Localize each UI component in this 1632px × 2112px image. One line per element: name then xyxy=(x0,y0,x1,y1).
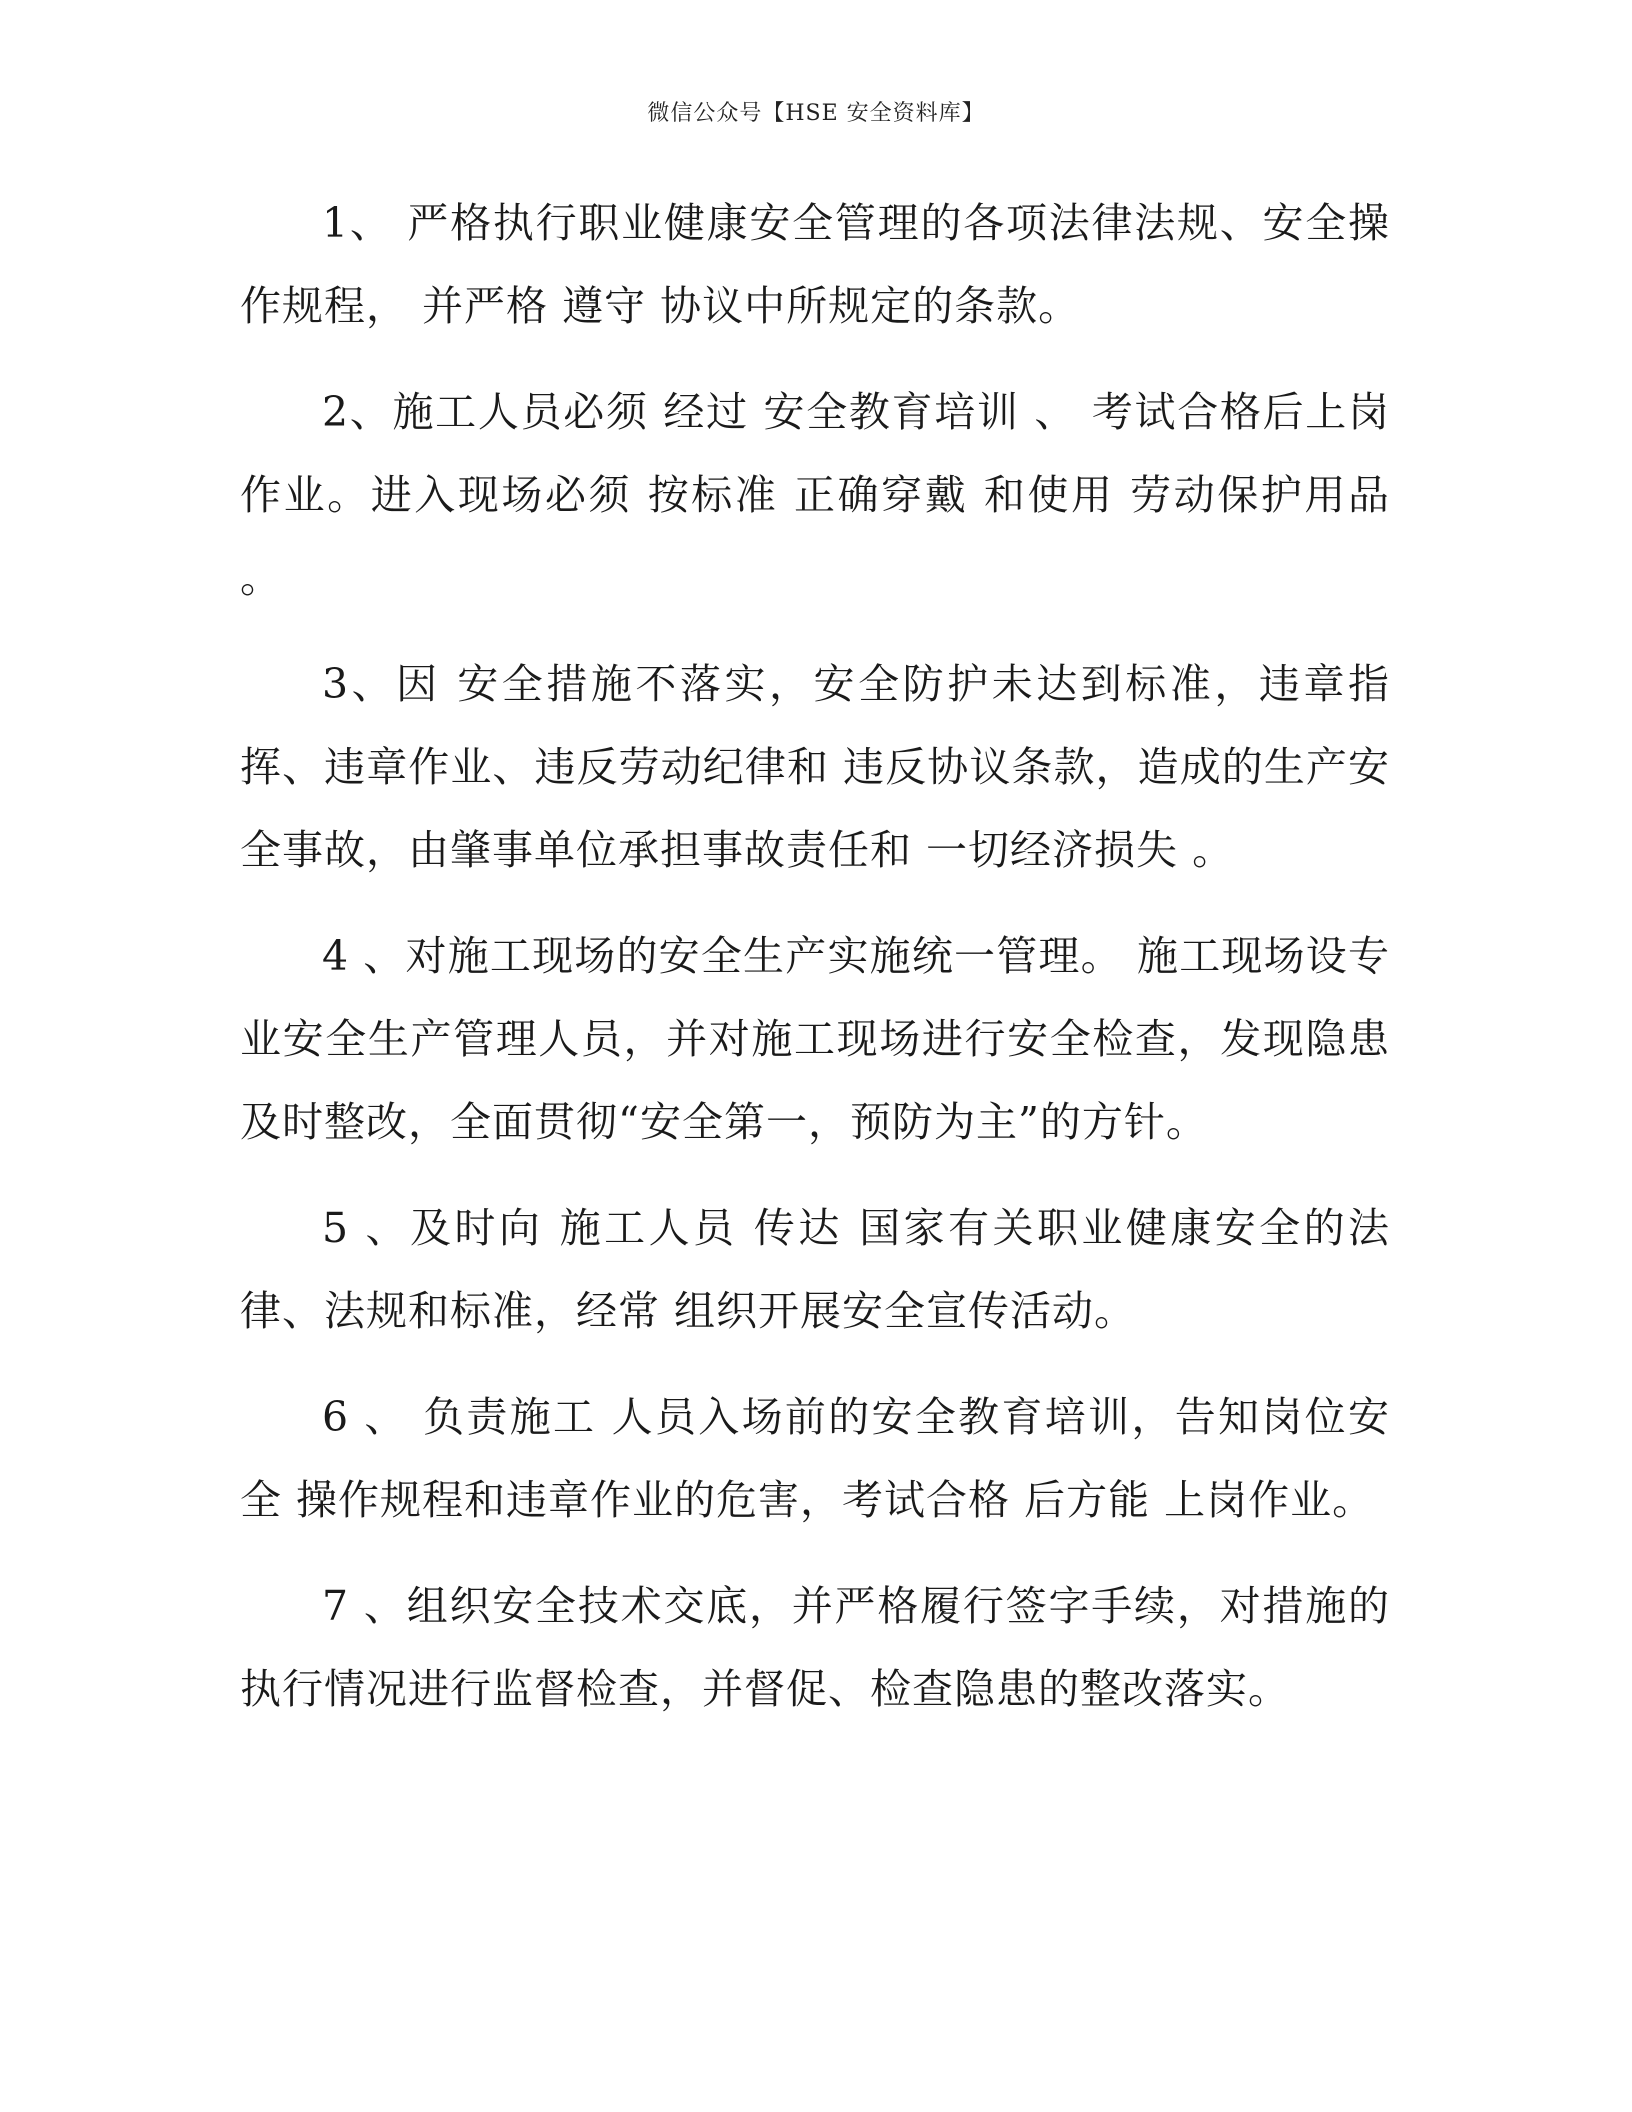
paragraph-5: 5 、及时向 施工人员 传达 国家有关职业健康安全的法律、法规和标准，经常 组织开展安全宣传活动。 xyxy=(240,1204,1390,1335)
paragraph-7: 7 、组织安全技术交底，并严格履行签字手续，对措施的执行情况进行监督检查，并督促、检查隐患的整改落实。 xyxy=(240,1582,1390,1713)
paragraph-4: 4 、对施工现场的安全生产实施统一管理。 施工现场设专业安全生产管理人员，并对施工现场进行安全检查，发现隐患及时整改，全面贯彻“安全第一，预防为主”的方针。 xyxy=(240,932,1390,1146)
paragraph-3: 3、因 安全措施不落实，安全防护未达到标准，违章指挥、违章作业、违反劳动纪律和 违反协议条款，造成的生产安全事故，由肇事单位承担事故责任和 一切经济损失 。 xyxy=(240,660,1390,874)
paragraph-2: 2、施工人员必须 经过 安全教育培训 、 考试合格后上岗作业。进入现场必须 按标准 正确穿戴 和使用 劳动保护用品 。 xyxy=(240,388,1390,602)
paragraph-6: 6 、 负责施工 人员入场前的安全教育培训，告知岗位安全 操作规程和违章作业的危害，考试合格 后方能 上岗作业。 xyxy=(240,1393,1390,1524)
document-body xyxy=(240,182,1390,1754)
paragraph-1: 1、 严格执行职业健康安全管理的各项法律法规、安全操作规程， 并严格 遵守 协议中所规定的条款。 xyxy=(240,199,1390,330)
page-header: 微信公众号【HSE 安全资料库】 xyxy=(647,101,985,126)
